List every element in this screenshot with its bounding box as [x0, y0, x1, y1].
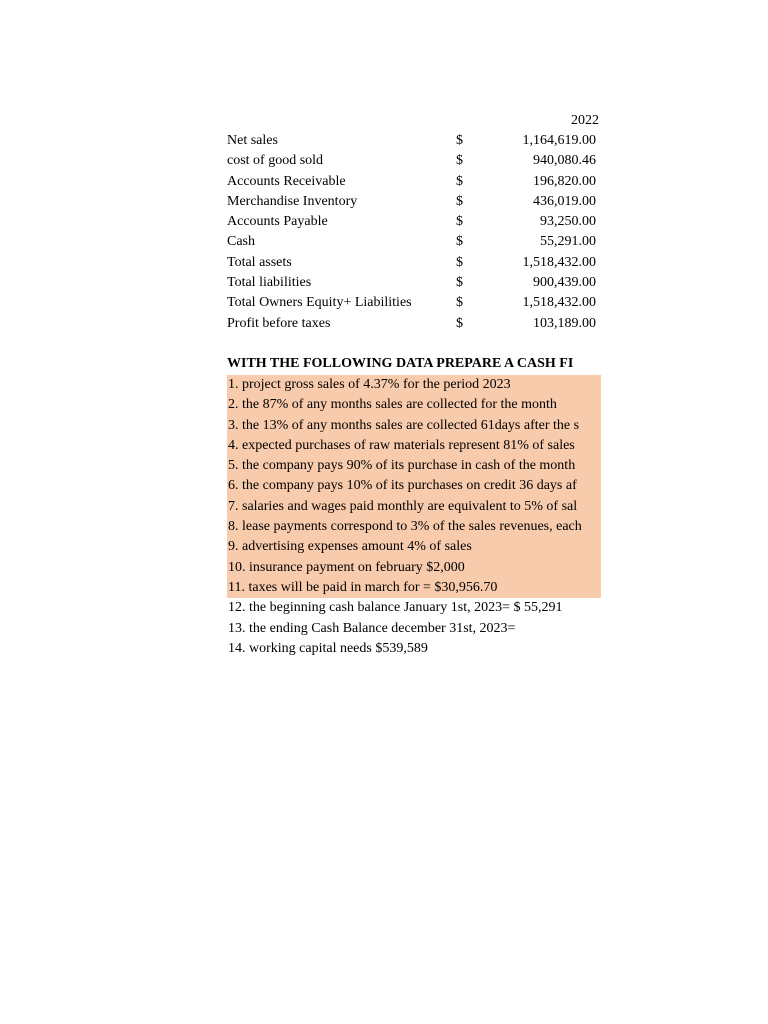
financial-data-table	[227, 131, 601, 334]
row-label: Accounts Payable	[227, 214, 328, 230]
row-label: Profit before taxes	[227, 315, 331, 331]
table-row	[227, 212, 601, 232]
row-value: 196,820.00	[533, 173, 596, 189]
instruction-item: 5. the company pays 90% of its purchase in cash of the month	[227, 456, 601, 476]
instruction-item: 2. the 87% of any months sales are collected for the month	[227, 395, 601, 415]
row-value: 93,250.00	[540, 214, 596, 230]
spreadsheet-page	[227, 0, 601, 1024]
currency-symbol: $	[456, 133, 463, 148]
instruction-item: 4. expected purchases of raw materials represent 81% of sales	[227, 436, 601, 456]
instruction-item: 11. taxes will be paid in march for = $30,956.70	[227, 578, 601, 598]
row-value: 940,080.46	[533, 153, 596, 169]
row-label: Accounts Receivable	[227, 173, 346, 189]
currency-symbol: $	[456, 275, 463, 291]
row-value: 103,189.00	[533, 315, 596, 331]
row-label: Total assets	[227, 254, 292, 270]
table-row	[227, 131, 601, 151]
currency-symbol: $	[456, 234, 463, 250]
currency-symbol: $	[456, 214, 463, 230]
instruction-item: 10. insurance payment on february $2,000	[227, 558, 601, 578]
row-label: Total liabilities	[227, 275, 312, 291]
row-value: 1,518,432.00	[522, 295, 596, 311]
table-row	[227, 314, 601, 334]
table-row	[227, 293, 601, 313]
row-value: 1,518,432.00	[522, 254, 596, 270]
row-label: Net sales	[227, 133, 278, 148]
instructions-title: WITH THE FOLLOWING DATA PREPARE A CASH FI	[227, 356, 574, 371]
instruction-item: 1. project gross sales of 4.37% for the period 2023	[227, 375, 601, 395]
currency-symbol: $	[456, 295, 463, 311]
table-row	[227, 253, 601, 273]
currency-symbol: $	[456, 193, 463, 209]
instruction-item: 6. the company pays 10% of its purchases on credit 36 days af	[227, 476, 601, 496]
instruction-item: 12. the beginning cash balance January 1st, 2023= $ 55,291	[228, 600, 563, 616]
row-label: Merchandise Inventory	[227, 193, 358, 209]
table-row	[227, 192, 601, 212]
instruction-item: 13. the ending Cash Balance december 31st, 2023=	[228, 620, 516, 636]
currency-symbol: $	[456, 254, 463, 270]
instruction-item: 9. advertising expenses amount 4% of sales	[227, 537, 601, 557]
row-value: 55,291.00	[540, 234, 596, 250]
instruction-item: 7. salaries and wages paid monthly are equivalent to 5% of sal	[227, 497, 601, 517]
row-value: 436,019.00	[533, 193, 596, 209]
row-value: 900,439.00	[533, 275, 596, 291]
currency-symbol: $	[456, 173, 463, 189]
table-row	[227, 151, 601, 171]
year-column-header: 2022	[571, 113, 599, 128]
table-row	[227, 273, 601, 293]
row-label: cost of good sold	[227, 153, 324, 169]
currency-symbol: $	[456, 153, 463, 169]
currency-symbol: $	[456, 315, 463, 331]
row-value: 1,164,619.00	[522, 133, 596, 148]
instruction-item: 3. the 13% of any months sales are collected 61days after the s	[227, 416, 601, 436]
table-row	[227, 172, 601, 192]
instruction-item: 8. lease payments correspond to 3% of the sales revenues, each	[227, 517, 601, 537]
row-label: Total Owners Equity+ Liabilities	[227, 295, 412, 311]
row-label: Cash	[227, 234, 255, 250]
instruction-item: 14. working capital needs $539,589	[228, 640, 428, 656]
instructions-list	[227, 375, 601, 659]
table-row	[227, 232, 601, 252]
